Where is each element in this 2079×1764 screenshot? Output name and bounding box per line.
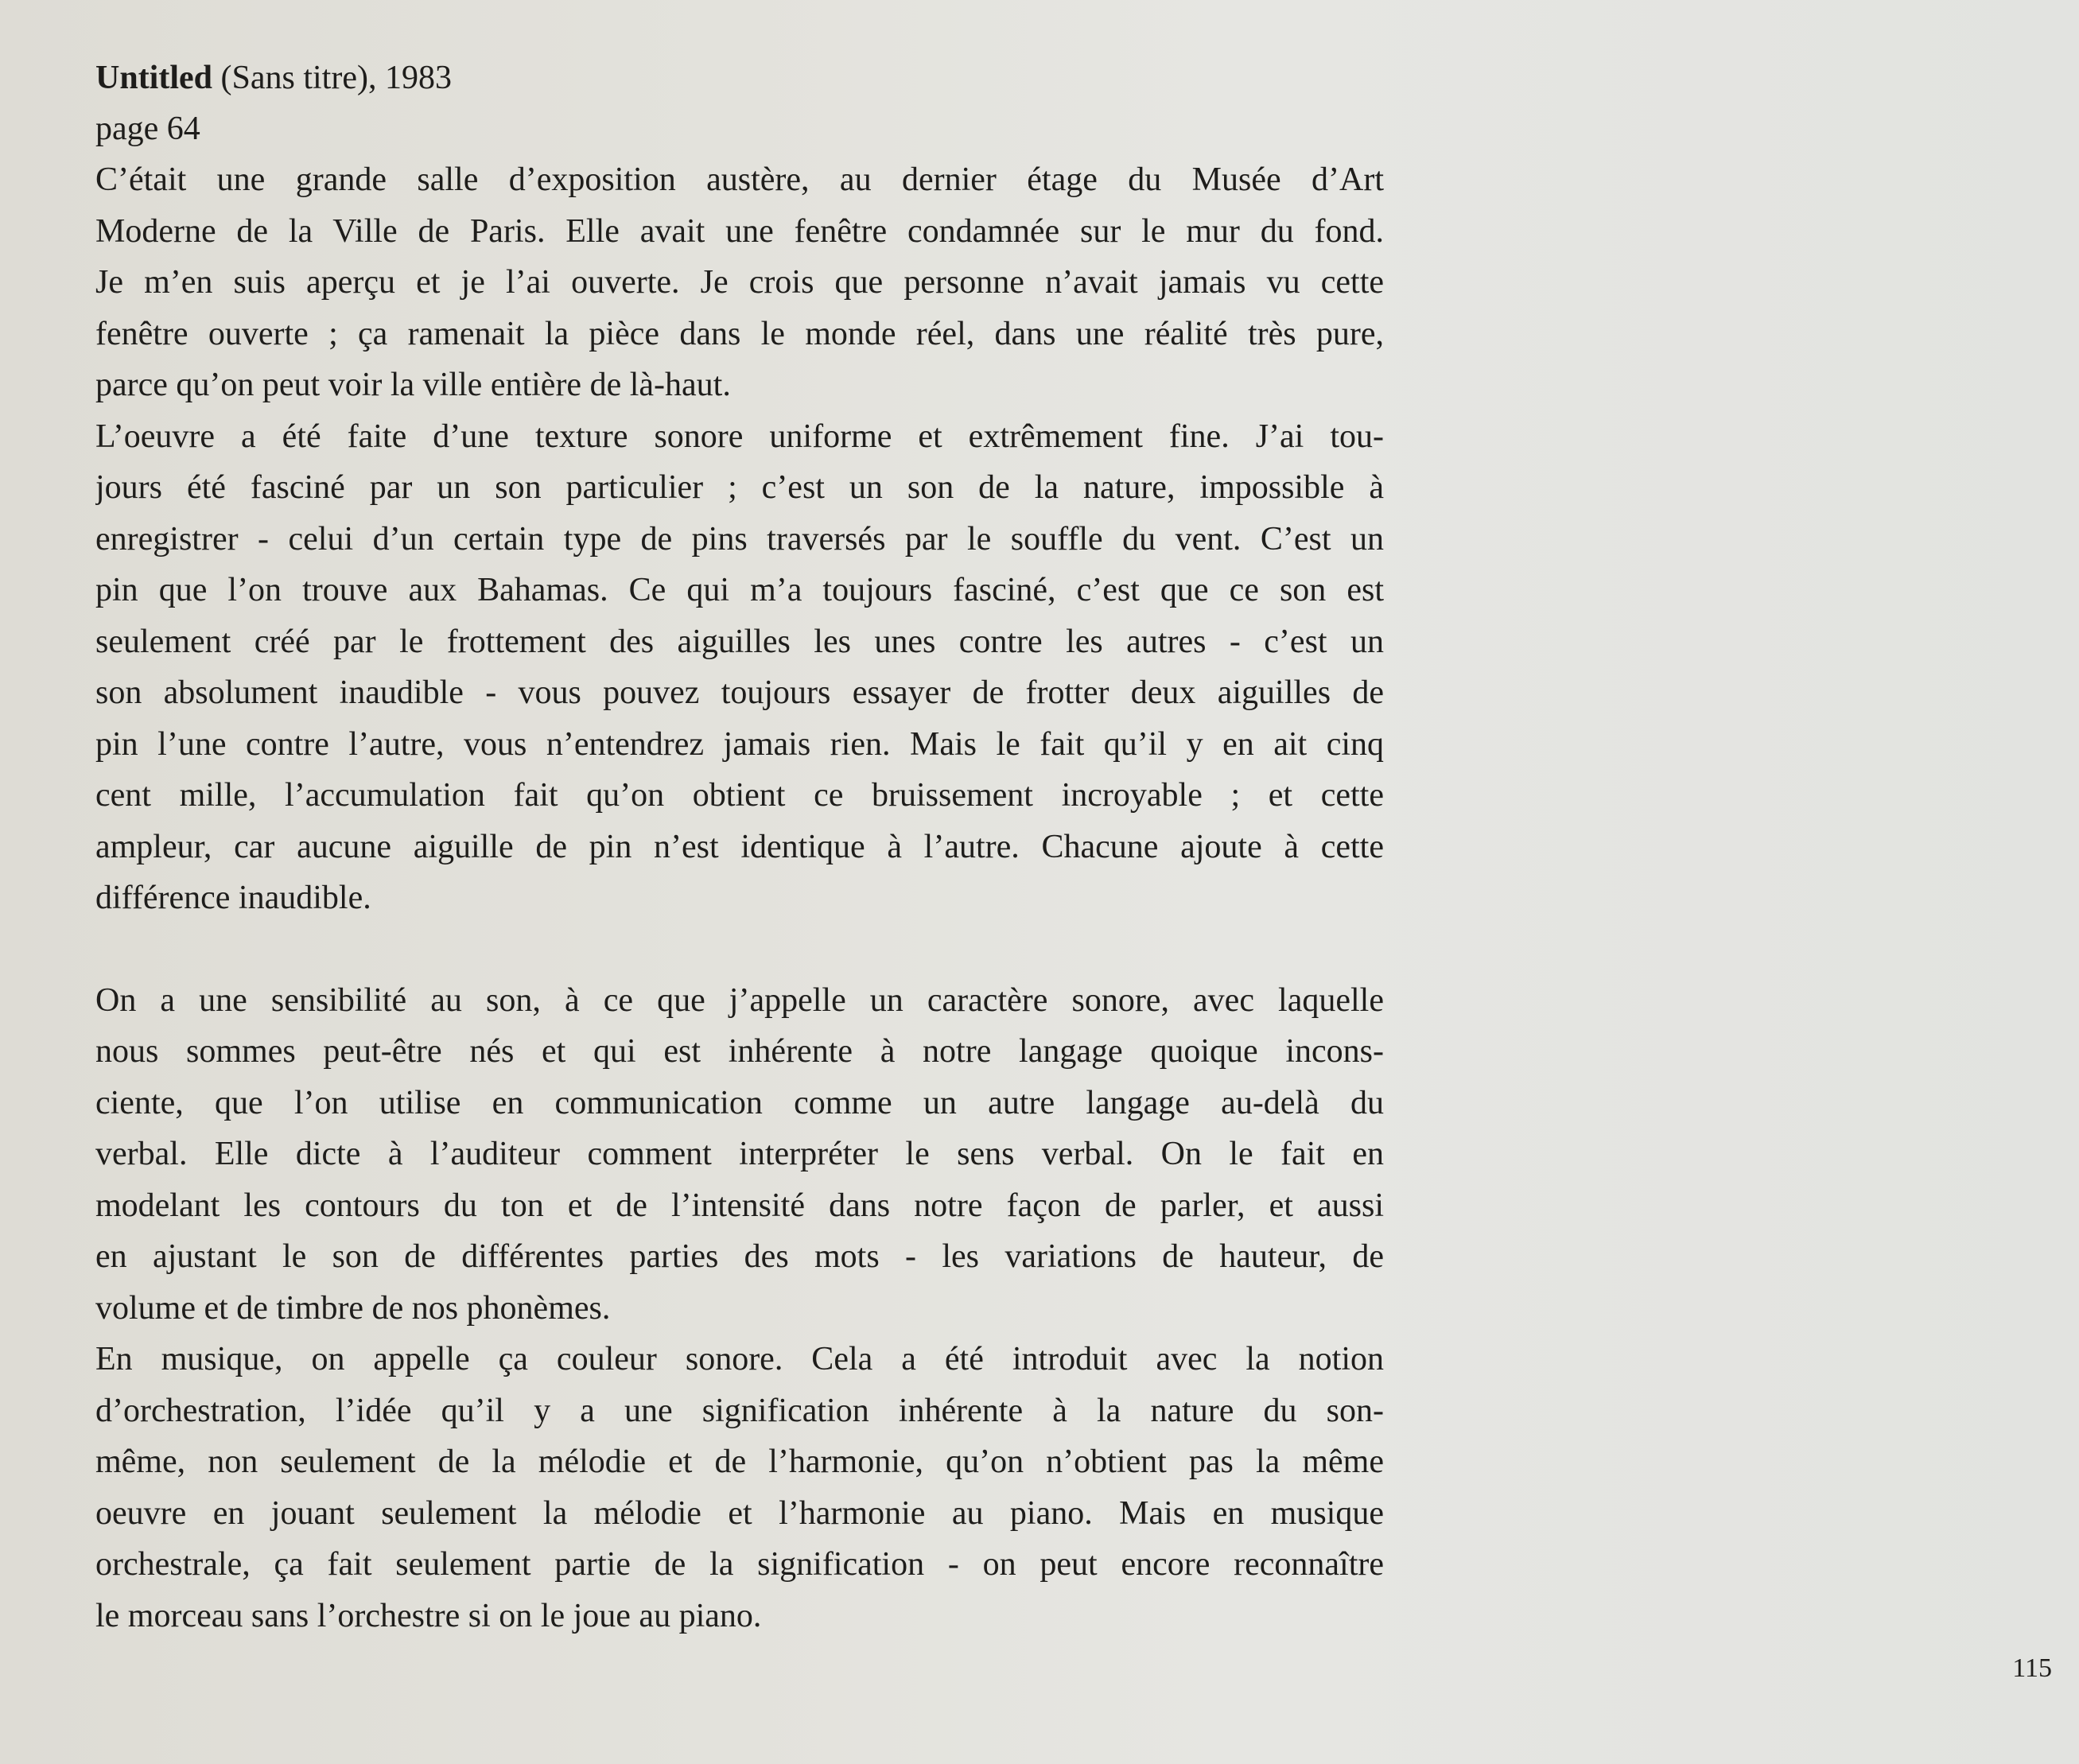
text-line: En musique, on appelle ça couleur sonore. Cela a été introduit avec la notion <box>95 1341 1384 1377</box>
text-line: enregistrer - celui d’un certain type de pins traversés par le souffle du vent. C’est un <box>95 520 1384 558</box>
text-line: modelant les contours du ton et de l’intensité dans notre façon de parler, et aussi <box>95 1187 1384 1224</box>
text-line: pin que l’on trouve aux Bahamas. Ce qui m’a toujours fasciné, c’est que ce son est <box>95 572 1384 608</box>
text-line: en ajustant le son de différentes parties des mots - les variations de hauteur, de <box>95 1238 1384 1275</box>
paragraph-gap <box>95 924 1384 975</box>
text-line: cent mille, l’accumulation fait qu’on obtient ce bruissement incroyable ; et cette <box>95 777 1384 814</box>
text-line: jours été fasciné par un son particulier ; c’est un son de la nature, impossible à <box>95 469 1384 506</box>
entry-heading <box>95 52 1384 103</box>
entry-title-subtitle: (Sans titre), 1983 <box>212 60 452 96</box>
page-number: 115 <box>2012 1653 2052 1683</box>
text-line: seulement créé par le frottement des aiguilles les unes contre les autres - c’est un <box>95 623 1384 660</box>
text-line: Moderne de la Ville de Paris. Elle avait une fenêtre condamnée sur le mur du fond. <box>95 212 1384 250</box>
text-line: pin l’une contre l’autre, vous n’entendrez jamais rien. Mais le fait qu’il y en ait cinq <box>95 725 1384 763</box>
paragraph-3 <box>95 975 1384 1335</box>
text-line: le morceau sans l’orchestre si on le joue au piano. <box>95 1597 762 1634</box>
paragraph-2 <box>95 411 1384 924</box>
text-line: ampleur, car aucune aiguille de pin n’est identique à l’autre. Chacune ajoute à cette <box>95 828 1384 865</box>
entry-title: Untitled <box>95 60 212 96</box>
text-line: volume et de timbre de nos phonèmes. <box>95 1289 611 1327</box>
paragraph-1 <box>95 154 1384 411</box>
text-line: verbal. Elle dicte à l’auditeur comment interpréter le sens verbal. On le fait en <box>95 1136 1384 1172</box>
text-line: Je m’en suis aperçu et je l’ai ouverte. Je crois que personne n’avait jamais vu cette <box>95 264 1384 301</box>
text-line: nous sommes peut-être nés et qui est inhérente à notre langage quoique incons- <box>95 1033 1384 1070</box>
text-line: parce qu’on peut voir la ville entière de là-haut. <box>95 367 731 403</box>
text-line: fenêtre ouverte ; ça ramenait la pièce dans le monde réel, dans une réalité très pure, <box>95 315 1384 352</box>
text-line: ciente, que l’on utilise en communication comme un autre langage au-delà du <box>95 1084 1384 1121</box>
text-block <box>95 52 1384 1642</box>
text-line: On a une sensibilité au son, à ce que j’appelle un caractère sonore, avec laquelle <box>95 981 1384 1019</box>
text-line: C’était une grande salle d’exposition austère, au dernier étage du Musée d’Art <box>95 161 1384 198</box>
page-reference: page 64 <box>95 111 200 147</box>
text-line: son absolument inaudible - vous pouvez toujours essayer de frotter deux aiguilles de <box>95 674 1384 711</box>
text-line: différence inaudible. <box>95 880 371 916</box>
text-line: même, non seulement de la mélodie et de l’harmonie, qu’on n’obtient pas la même <box>95 1443 1384 1480</box>
text-line: oeuvre en jouant seulement la mélodie et l’harmonie au piano. Mais en musique <box>95 1494 1384 1532</box>
text-line: L’oeuvre a été faite d’une texture sonore uniforme et extrêmement fine. J’ai tou- <box>95 418 1384 455</box>
text-line: orchestrale, ça fait seulement partie de la signification - on peut encore reconnaître <box>95 1546 1384 1583</box>
text-line: d’orchestration, l’idée qu’il y a une signification inhérente à la nature du son- <box>95 1392 1384 1429</box>
paragraph-4 <box>95 1334 1384 1642</box>
